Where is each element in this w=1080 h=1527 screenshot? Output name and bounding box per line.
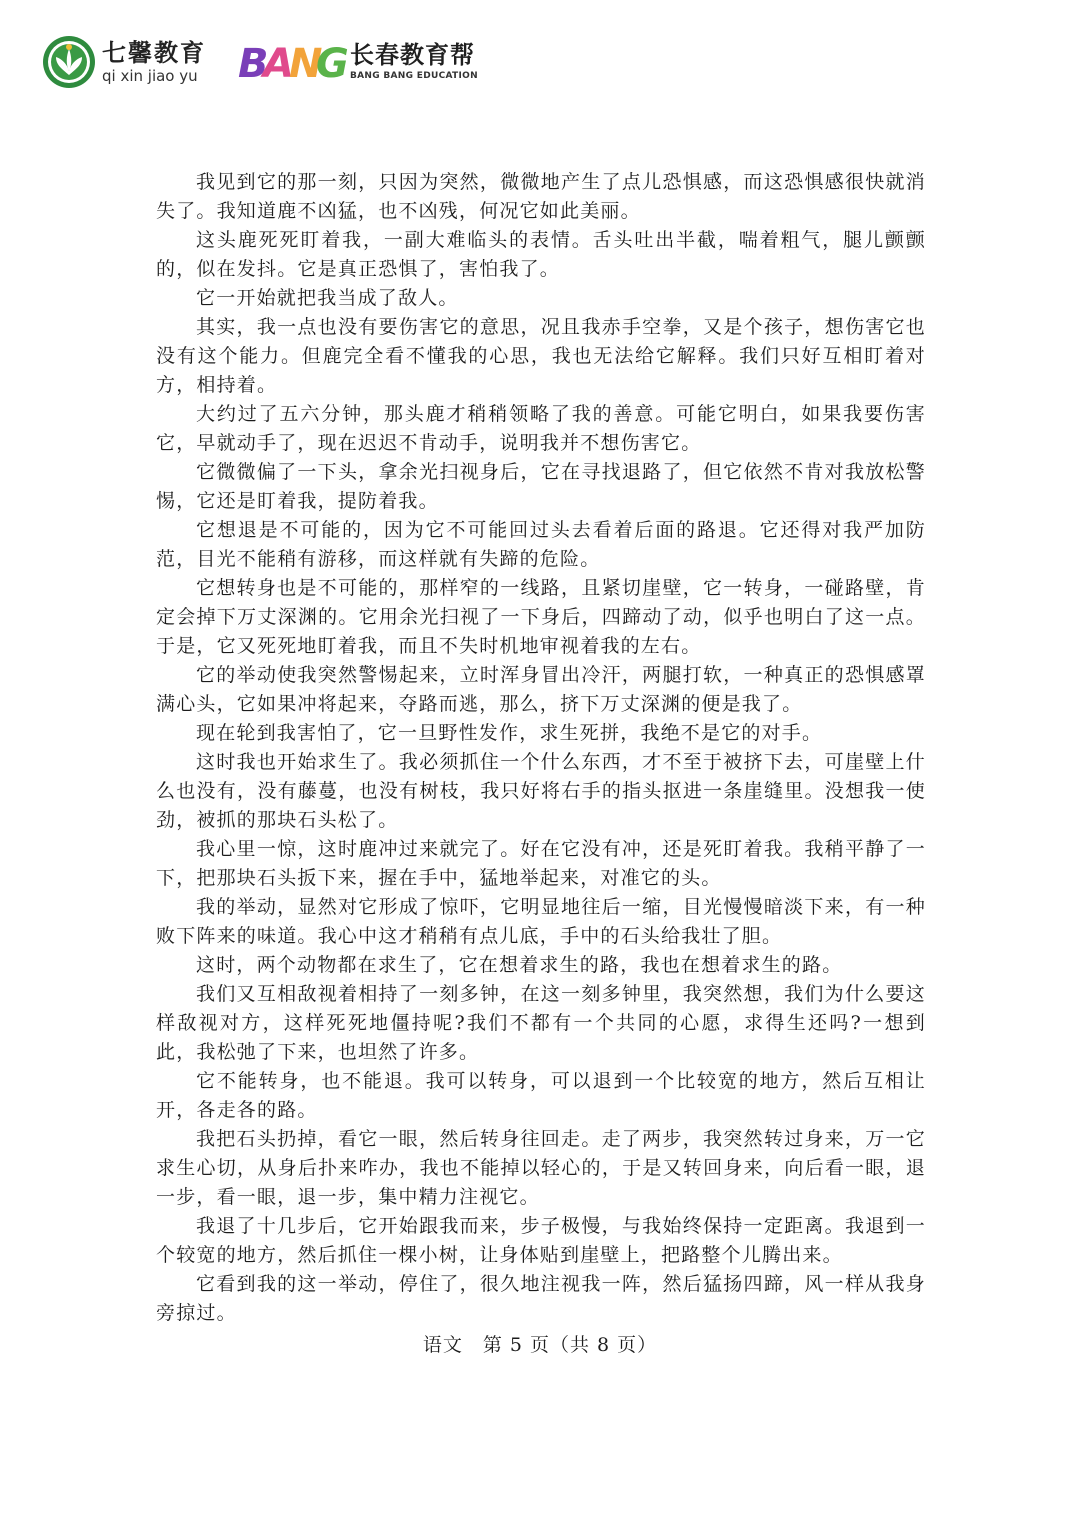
- qixin-name: 七馨教育: [102, 37, 206, 67]
- paragraph: 它的举动使我突然警惕起来，立时浑身冒出冷汗，两腿打软，一种真正的恐惧感罩满心头，它如果冲将起来，夺路而逃，那么，挤下万丈深渊的便是我了。: [156, 664, 926, 715]
- paragraph: 我们又互相敌视着相持了一刻多钟，在这一刻多钟里，我突然想，我们为什么要这样敌视对方，这样死死地僵持呢?我们不都有一个共同的心愿，求得生还吗?一想到此，我松弛了下来，也坦然了许多。: [156, 983, 926, 1063]
- bang-letter-g: G: [316, 41, 349, 87]
- qixin-pinyin: qi xin jiao yu: [102, 66, 198, 85]
- bang-english: BANG BANG EDUCATION: [350, 71, 478, 81]
- paragraph: 这头鹿死死盯着我，一副大难临头的表情。舌头吐出半截，喘着粗气，腿儿颤颤的，似在发抖。它是真正恐惧了，害怕我了。: [156, 229, 926, 280]
- bang-wordmark-logo: [236, 39, 349, 87]
- page-footer: 语文 第 5 页（共 8 页）: [422, 1334, 658, 1356]
- paragraph: 我退了十几步后，它开始跟我而来，步子极慢，与我始终保持一定距离。我退到一个较宽的地方，然后抓住一棵小树，让身体贴到崖壁上，把路整个儿腾出来。: [156, 1215, 926, 1266]
- paragraph: 现在轮到我害怕了，它一旦野性发作，求生死拼，我绝不是它的对手。: [196, 722, 823, 744]
- paragraph: 我心里一惊，这时鹿冲过来就完了。好在它没有冲，还是死盯着我。我稍平静了一下，把那块石头扳下来，握在手中，猛地举起来，对准它的头。: [156, 838, 926, 889]
- paragraph: 大约过了五六分钟，那头鹿才稍稍领略了我的善意。可能它明白，如果我要伤害它，早就动手了，现在迟迟不肯动手，说明我并不想伤害它。: [156, 403, 926, 454]
- bang-letter-a: A: [263, 41, 294, 87]
- paragraph: 我见到它的那一刻，只因为突然，微微地产生了点儿恐惧感，而这恐惧感很快就消失了。我知道鹿不凶猛，也不凶残，何况它如此美丽。: [156, 171, 926, 222]
- paragraph: 它微微偏了一下头，拿余光扫视身后，它在寻找退路了，但它依然不肯对我放松警惕，它还是盯着我，提防着我。: [156, 461, 926, 512]
- paragraph: 我的举动，显然对它形成了惊吓，它明显地往后一缩，目光慢慢暗淡下来，有一种败下阵来的味道。我心中这才稍稍有点儿底，手中的石头给我壮了胆。: [156, 896, 926, 947]
- paragraph: 它不能转身，也不能退。我可以转身，可以退到一个比较宽的地方，然后互相让开，各走各的路。: [156, 1070, 926, 1121]
- paragraph: 其实，我一点也没有要伤害它的意思，况且我赤手空拳，又是个孩子，想伤害它也没有这个能力。但鹿完全看不懂我的心思，我也无法给它解释。我们只好互相盯着对方，相持着。: [156, 316, 926, 396]
- paragraph: 这时，两个动物都在求生了，它在想着求生的路，我也在想着求生的路。: [196, 954, 843, 976]
- paragraph: 它一开始就把我当成了敌人。: [196, 287, 459, 309]
- qixin-logo: [42, 35, 206, 89]
- paragraph: 这时我也开始求生了。我必须抓住一个什么东西，才不至于被挤下去，可崖壁上什么也没有，没有藤蔓，也没有树枝，我只好将右手的指头抠进一条崖缝里。没想我一使劲，被抓的那块石头松了。: [156, 751, 926, 831]
- qixin-emblem-icon: [42, 35, 96, 89]
- article-body: [156, 168, 926, 1328]
- bang-logo: [236, 39, 478, 85]
- paragraph: 我把石头扔掉，看它一眼，然后转身往回走。走了两步，我突然转过身来，万一它求生心切，从身后扑来咋办，我也不能掉以轻心的，于是又转回身来，向后看一眼，退一步，看一眼，退一步，集中精力注视它。: [156, 1128, 926, 1208]
- bang-letter-n: N: [289, 41, 323, 87]
- paragraph: 它想转身也是不可能的，那样窄的一线路，且紧切崖壁，它一转身，一碰路壁，肯定会掉下万丈深渊的。它用余光扫视了一下身后，四蹄动了动，似乎也明白了这一点。于是，它又死死地盯着我，而且不失时机地审视着我的左右。: [156, 577, 926, 657]
- bang-letter-b: B: [238, 41, 269, 87]
- bang-name: 长春教育帮: [350, 41, 475, 69]
- page-header: [42, 34, 478, 90]
- paragraph: 它想退是不可能的，因为它不可能回过头去看着后面的路退。它还得对我严加防范，目光不能稍有游移，而这样就有失蹄的危险。: [156, 519, 926, 570]
- paragraph: 它看到我的这一举动，停住了，很久地注视我一阵，然后猛扬四蹄，风一样从我身旁掠过。: [156, 1273, 926, 1324]
